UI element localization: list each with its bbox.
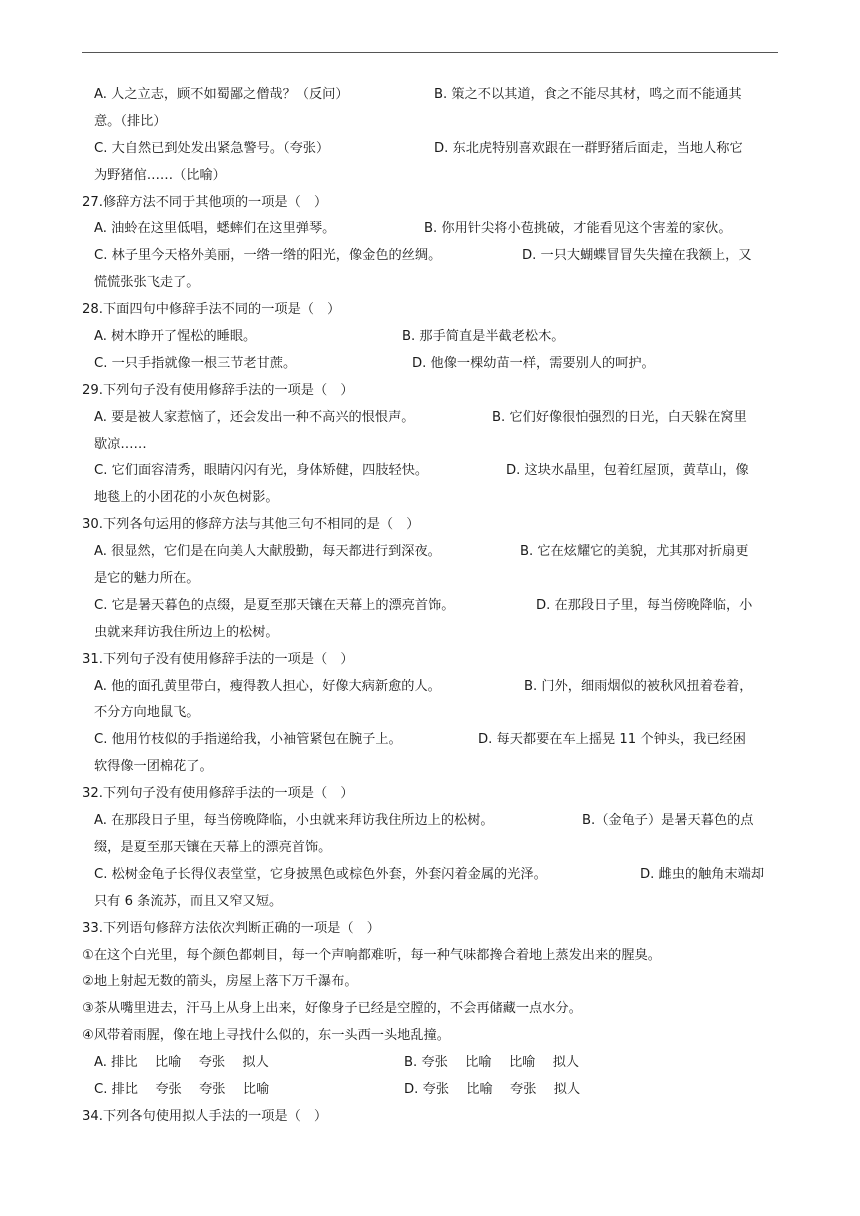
text-line: 地毯上的小团花的小灰色树影。	[94, 490, 279, 506]
text-line: ①在这个白光里，每个颜色都刺目，每一个声响都难听，每一种气味都搀合着地上蒸发出来的腥臭。	[82, 947, 661, 963]
answer-option: A. 在那段日子里，每当傍晚降临，小虫就来拜访我住所边上的松树。	[94, 813, 494, 829]
option-row	[82, 405, 782, 432]
answer-option: D. 每天都要在车上摇晃 11 个钟头，我已经困	[478, 732, 746, 748]
text-line: 为野猪倌……（比喻）	[94, 167, 226, 183]
answer-option: C. 松树金龟子长得仪表堂堂，它身披黑色或棕色外套，外套闪着金属的光泽。	[94, 866, 547, 882]
text-line: 33.下列语句修辞方法依次判断正确的一项是（ ）	[82, 920, 380, 936]
document-body	[82, 82, 782, 1131]
text-line: 30.下列各句运用的修辞方法与其他三句不相同的是（ ）	[82, 517, 420, 533]
answer-option: B. 门外，细雨烟似的被秋风扭着卷着，	[524, 678, 753, 694]
answer-option: D. 在那段日子里，每当傍晚降临，小	[536, 597, 753, 613]
answer-option: B. 它在炫耀它的美貌，尤其那对折扇更	[520, 544, 749, 560]
option-row	[82, 808, 782, 835]
option-row	[82, 727, 782, 754]
answer-option: C. 一只手指就像一根三节老甘蔗。	[94, 355, 297, 371]
option-row	[82, 216, 782, 243]
option-row	[82, 674, 782, 701]
answer-option: B.（金龟子）是暑天暮色的点	[582, 813, 754, 829]
answer-option: A. 人之立志，顾不如蜀鄙之僧哉？（反问）	[94, 87, 349, 102]
option-row	[82, 593, 782, 620]
text-line: 虫就来拜访我住所边上的松树。	[94, 624, 279, 640]
text-line: 只有 6 条流苏，而且又窄又短。	[94, 893, 283, 909]
option-row	[82, 351, 782, 378]
text-line: ②地上射起无数的箭头，房屋上落下万千瀑布。	[82, 974, 358, 990]
option-row	[82, 539, 782, 566]
answer-option: A. 要是被人家惹恼了，还会发出一种不高兴的恨恨声。	[94, 409, 415, 425]
text-line: 27.修辞方法不同于其他项的一项是（ ）	[82, 194, 328, 210]
option-row	[82, 243, 782, 270]
answer-option: B. 策之不以其道，食之不能尽其材，鸣之而不能通其	[434, 87, 742, 102]
answer-option: A. 很显然，它们是在向美人大献殷勤，每天都进行到深夜。	[94, 544, 441, 560]
text-line: 32.下列句子没有使用修辞手法的一项是（ ）	[82, 786, 354, 802]
answer-option: C. 他用竹枝似的手指递给我，小袖管紧包在腕子上。	[94, 732, 402, 748]
answer-option: C. 排比 夸张 夸张 比喻	[94, 1081, 270, 1097]
header-rule	[82, 52, 778, 53]
text-line: 28.下面四句中修辞手法不同的一项是（ ）	[82, 302, 341, 318]
answer-option: B. 那手简直是半截老松木。	[402, 329, 565, 345]
answer-option: D. 这块水晶里，包着红屋顶，黄草山，像	[506, 463, 749, 479]
answer-option: D. 东北虎特别喜欢跟在一群野猪后面走，当地人称它	[434, 140, 743, 156]
option-row	[82, 82, 782, 109]
answer-option: C. 大自然已到处发出紧急警号。（夸张）	[94, 140, 330, 156]
text-line: 是它的魅力所在。	[94, 571, 200, 587]
answer-option: D. 一只大蝴蝶冒冒失失撞在我额上，又	[522, 248, 752, 264]
answer-option: B. 夸张 比喻 比喻 拟人	[404, 1055, 580, 1071]
option-row	[82, 136, 782, 163]
answer-option: C. 它是暑天暮色的点缀，是夏至那天镶在天幕上的漂亮首饰。	[94, 597, 455, 613]
option-row	[82, 862, 782, 889]
answer-option: A. 油蛉在这里低唱，蟋蟀们在这里弹琴。	[94, 221, 336, 237]
text-line: 歇凉……	[94, 436, 147, 452]
text-line: 软得像一团棉花了。	[94, 759, 213, 775]
answer-option: D. 他像一棵幼苗一样，需要别人的呵护。	[412, 355, 655, 371]
option-row	[82, 1050, 782, 1077]
answer-option: B. 它们好像很怕强烈的日光，白天躲在窝里	[492, 409, 747, 425]
answer-option: C. 它们面容清秀，眼睛闪闪有光，身体矫健，四肢轻快。	[94, 463, 429, 479]
text-line: 29.下列句子没有使用修辞手法的一项是（ ）	[82, 382, 354, 398]
option-row	[82, 458, 782, 485]
option-row	[82, 324, 782, 351]
answer-option: D. 夸张 比喻 夸张 拟人	[404, 1081, 581, 1097]
text-line: 不分方向地鼠飞。	[94, 705, 200, 721]
text-line: ④风带着雨腥，像在地上寻找什么似的，东一头西一头地乱撞。	[82, 1028, 450, 1044]
answer-option: A. 他的面孔黄里带白，瘦得教人担心，好像大病新愈的人。	[94, 678, 441, 694]
text-line: 慌慌张张飞走了。	[94, 275, 200, 291]
option-row	[82, 1077, 782, 1104]
answer-option: D. 雌虫的触角末端却	[640, 866, 765, 882]
answer-option: C. 林子里今天格外美丽，一绺一绺的阳光，像金色的丝绸。	[94, 248, 442, 264]
answer-option: A. 排比 比喻 夸张 拟人	[94, 1055, 269, 1071]
text-line: 31.下列句子没有使用修辞手法的一项是（ ）	[82, 651, 354, 667]
answer-option: B. 你用针尖将小苞挑破，才能看见这个害羞的家伙。	[424, 221, 732, 237]
text-line: 缀，是夏至那天镶在天幕上的漂亮首饰。	[94, 839, 332, 855]
answer-option: A. 树木睁开了惺松的睡眼。	[94, 329, 257, 345]
text-line: 34.下列各句使用拟人手法的一项是（ ）	[82, 1108, 328, 1124]
text-line: ③茶从嘴里进去，汗马上从身上出来，好像身子已经是空膛的，不会再储藏一点水分。	[82, 1001, 582, 1017]
text-line: 意。（排比）	[94, 113, 167, 129]
